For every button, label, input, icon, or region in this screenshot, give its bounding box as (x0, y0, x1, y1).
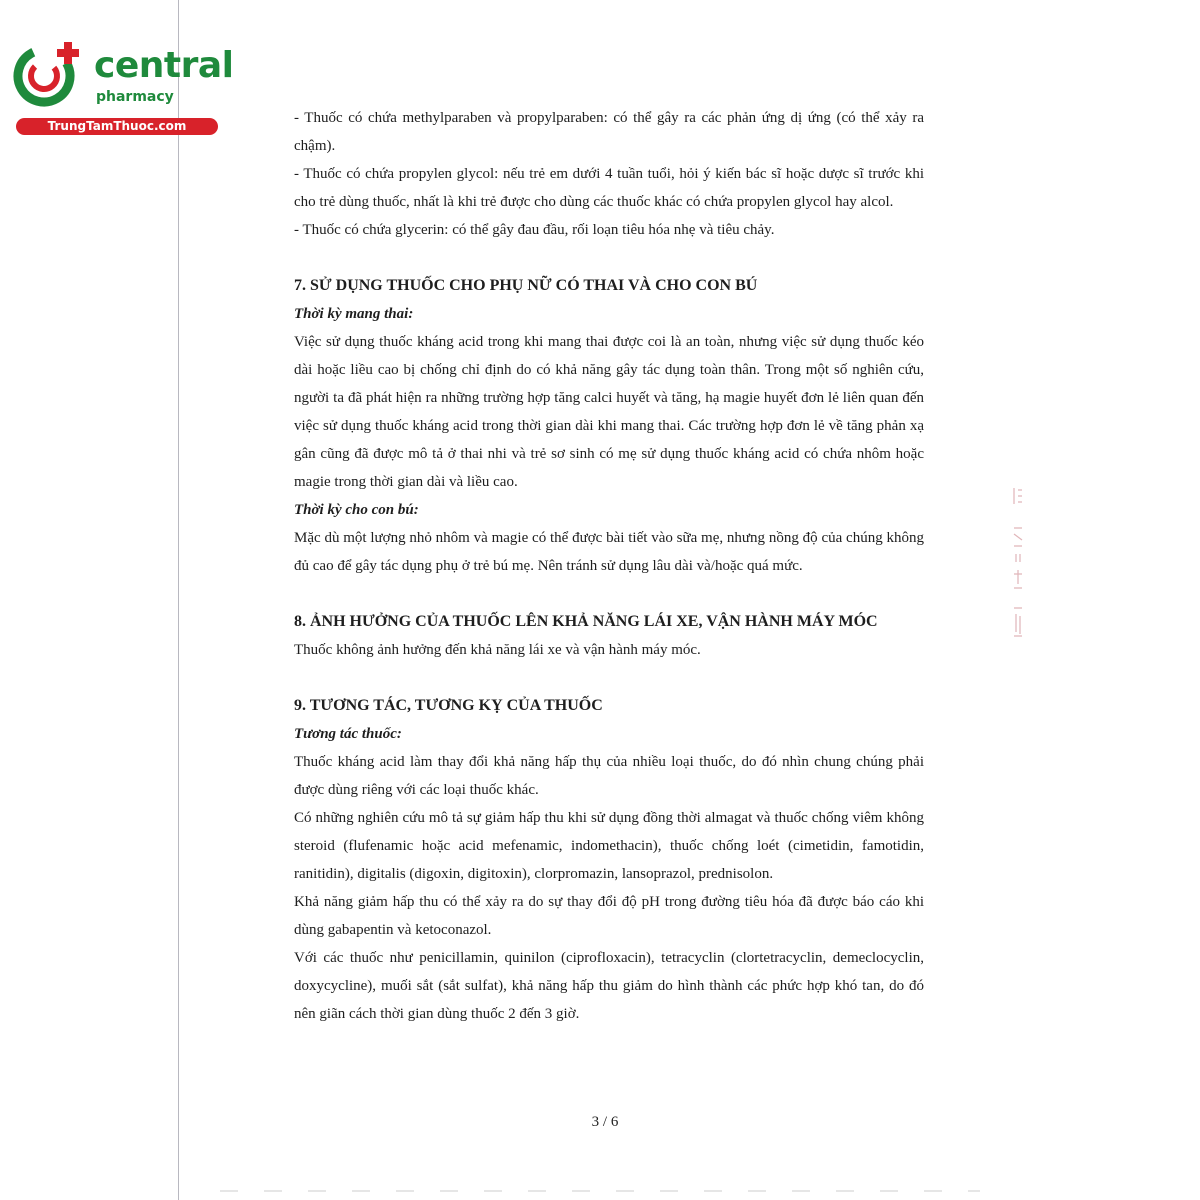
section-9-paragraph: Thuốc kháng acid làm thay đổi khả năng hấp thụ của nhiều loại thuốc, do đó nhìn chung chúng phải được dùng riêng với các loại thuốc khác. (294, 754, 924, 798)
intro-paragraph: - Thuốc có chứa methylparaben và propylparaben: có thể gây ra các phản ứng dị ứng (có thể xảy ra chậm). (294, 110, 924, 154)
section-8-title: 8. ẢNH HƯỞNG CỦA THUỐC LÊN KHẢ NĂNG LÁI XE, VẬN HÀNH MÁY MÓC (294, 613, 878, 630)
logo-sub-text: pharmacy (96, 89, 174, 105)
faint-stamp-mark (1008, 484, 1030, 644)
intro-paragraph: - Thuốc có chứa propylen glycol: nếu trẻ em dưới 4 tuần tuổi, hỏi ý kiến bác sĩ hoặc dược sĩ trước khi cho trẻ dùng thuốc, nhất là khi trẻ được cho dùng các thuốc khác có chứa propylen glycol hay alcol. (294, 166, 924, 210)
section-7-pregnancy-paragraph: Việc sử dụng thuốc kháng acid trong khi mang thai được coi là an toàn, nhưng việc sử dụng thuốc kéo dài hoặc liều cao bị chống chỉ định do có khả năng gây tác dụng toàn thân. Trong một số nghiên cứu, người ta đã phát hiện ra những trường hợp tăng calci huyết và tăng, hạ magie huyết đơn lẻ liên quan đến việc sử dụng thuốc kháng acid trong thời gian dài khi mang thai. Các trường hợp đơn lẻ về tăng phản xạ gân cũng đã được mô tả ở thai nhi và trẻ sơ sinh có mẹ sử dụng thuốc kháng acid có chứa nhôm hoặc magie trong thời gian dài và liều cao. (294, 334, 924, 490)
section-9-subtitle: Tương tác thuốc: (294, 726, 402, 742)
section-7-title: 7. SỬ DỤNG THUỐC CHO PHỤ NỮ CÓ THAI VÀ CHO CON BÚ (294, 277, 758, 294)
page-number: 3 / 6 (591, 1114, 619, 1130)
document-body (294, 104, 924, 1028)
page-margin-line (178, 0, 179, 1200)
section-9-paragraph: Khả năng giảm hấp thu có thể xảy ra do sự thay đổi độ pH trong đường tiêu hóa đã được báo cáo khi dùng gabapentin và ketoconazol. (294, 894, 924, 938)
section-7-lactation-paragraph: Mặc dù một lượng nhỏ nhôm và magie có thể được bài tiết vào sữa mẹ, nhưng nồng độ của chúng không đủ cao để gây tác dụng phụ ở trẻ bú mẹ. Nên tránh sử dụng lâu dài và/hoặc quá mức. (294, 530, 924, 574)
section-7-subtitle-lactation: Thời kỳ cho con bú: (294, 502, 419, 518)
central-pharmacy-logo[interactable] (8, 36, 234, 136)
section-9-title: 9. TƯƠNG TÁC, TƯƠNG KỴ CỦA THUỐC (294, 697, 603, 714)
logo-brand-text: central (94, 45, 234, 86)
section-9-paragraph: Với các thuốc như penicillamin, quinilon (ciprofloxacin), tetracyclin (clortetracyclin, demeclocyclin, doxycycline), muối sắt (sắt sulfat), khả năng hấp thu giảm do hình thành các phức hợp khó tan, do đó nên giãn cách thời gian dùng thuốc 2 đến 3 giờ. (294, 950, 924, 1022)
scan-edge-noise (220, 1188, 980, 1194)
section-9-paragraph: Có những nghiên cứu mô tả sự giảm hấp thu khi sử dụng đồng thời almagat và thuốc chống viêm không steroid (flufenamic hoặc acid mefenamic, indomethacin), thuốc chống loét (cimetidin, famotidin, ranitidin), digitalis (digoxin, digitoxin), clorpromazin, lansoprazol, prednisolon. (294, 810, 924, 882)
pharmacy-cross-logo-icon (10, 38, 88, 108)
logo-site-badge: TrungTamThuoc.com (16, 118, 218, 135)
section-7-subtitle-pregnancy: Thời kỳ mang thai: (294, 306, 414, 322)
intro-paragraph: - Thuốc có chứa glycerin: có thể gây đau đầu, rối loạn tiêu hóa nhẹ và tiêu chảy. (294, 222, 775, 238)
section-8-paragraph: Thuốc không ảnh hưởng đến khả năng lái xe và vận hành máy móc. (294, 642, 701, 658)
